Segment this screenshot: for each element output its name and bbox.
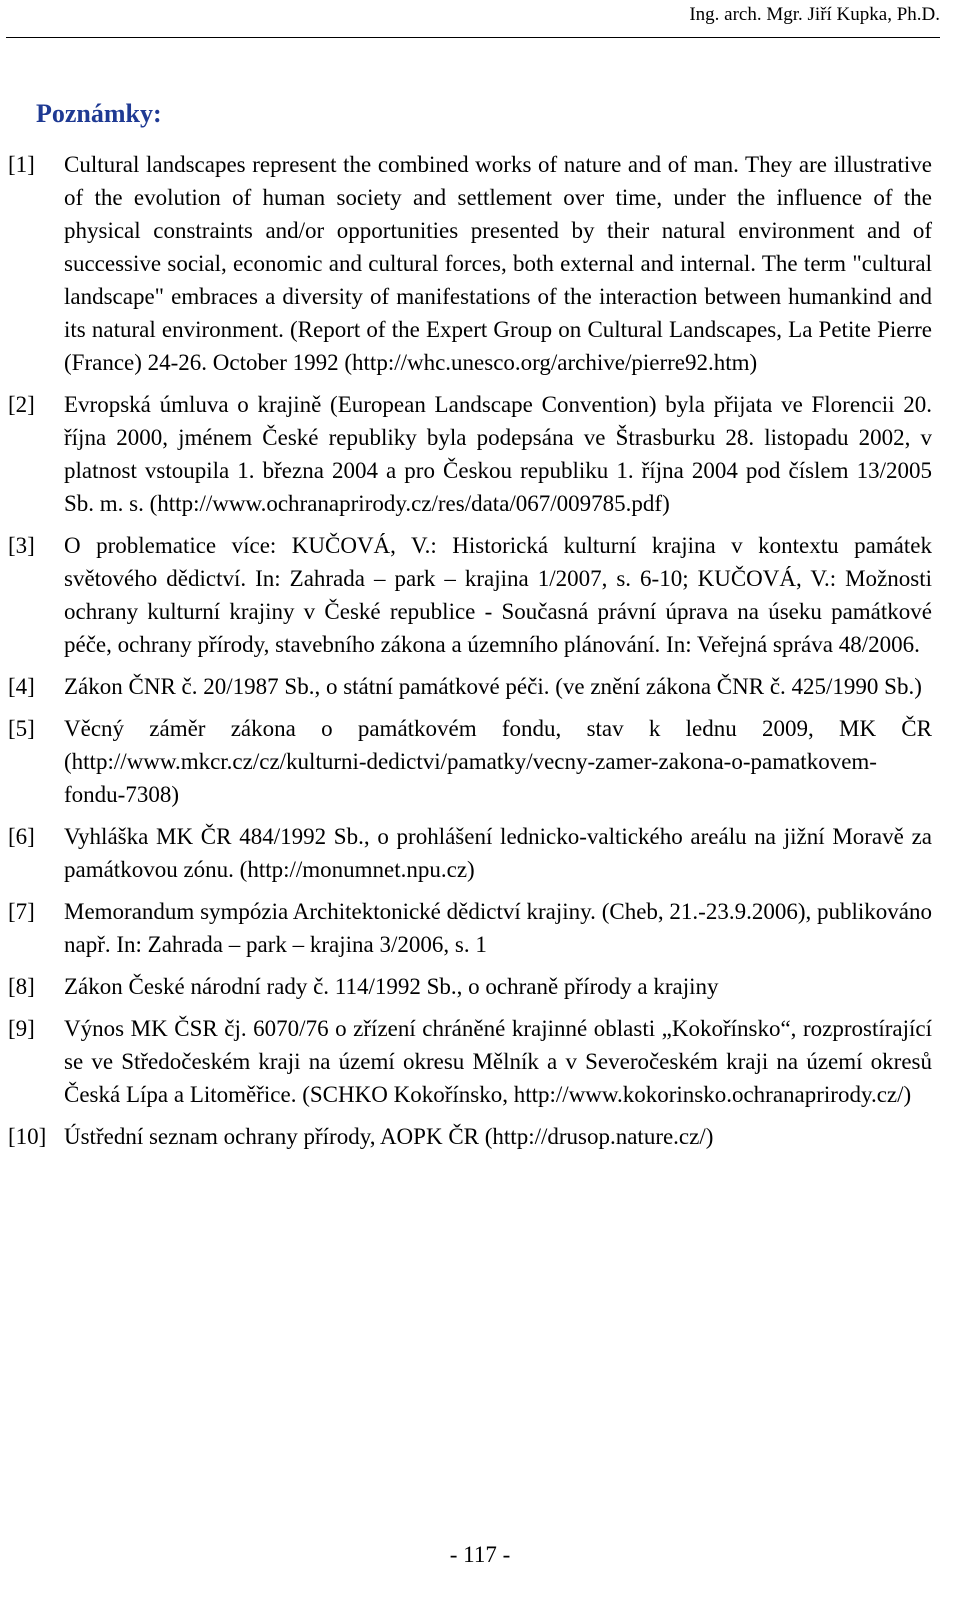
note-text: Zákon ČNR č. 20/1987 Sb., o státní památkové péči. (ve znění zákona ČNR č. 425/1990 Sb.) (64, 674, 922, 699)
note-text: Zákon České národní rady č. 114/1992 Sb., o ochraně přírody a krajiny (64, 974, 719, 999)
note-number: [8] (8, 974, 35, 999)
note-number: [6] (8, 824, 35, 849)
note-number: [1] (8, 152, 35, 177)
note-text: Ústřední seznam ochrany přírody, AOPK ČR (http://drusop.nature.cz/) (64, 1124, 714, 1149)
note-number: [4] (8, 674, 35, 699)
note-item (8, 148, 932, 379)
note-number: [5] (8, 716, 35, 741)
note-item (8, 1120, 932, 1153)
note-text: Vyhláška MK ČR 484/1992 Sb., o prohlášení lednicko-valtického areálu na jižní Moravě za památkovou zónu. (http://monumnet.npu.cz) (64, 824, 932, 882)
note-number: [2] (8, 392, 35, 417)
note-item (8, 388, 932, 520)
section-title: Poznámky: (36, 99, 162, 128)
header-divider (6, 37, 940, 38)
note-item (8, 820, 932, 886)
notes-list (8, 148, 932, 1162)
note-item (8, 1012, 932, 1111)
note-item (8, 970, 932, 1003)
note-number: [9] (8, 1016, 35, 1041)
page-number: - 117 - (449, 1542, 511, 1567)
note-text: Memorandum sympózia Architektonické dědictví krajiny. (Cheb, 21.-23.9.2006), publikováno např. In: Zahrada – park – krajina 3/2006, s. 1 (64, 899, 932, 957)
note-item (8, 670, 932, 703)
running-header: Ing. arch. Mgr. Jiří Kupka, Ph.D. (689, 4, 940, 25)
note-number: [3] (8, 533, 35, 558)
note-number: [7] (8, 899, 35, 924)
note-text: Cultural landscapes represent the combined works of nature and of man. They are illustrative of the evolution of human society and settlement over time, under the influence of the physical constraints and/or opportunities presented by their natural environment and of successive social, economic and cultural forces, both external and internal. The term "cultural landscape" embraces a diversity of manifestations of the interaction between humankind and its natural environment. (Report of the Expert Group on Cultural Landscapes, La Petite Pierre (France) 24-26. October 1992 (http://whc.unesco.org/archive/pierre92.htm) (64, 152, 932, 375)
note-text: Výnos MK ČSR čj. 6070/76 o zřízení chráněné krajinné oblasti „Kokořínsko“, rozprostírající se ve Středočeském kraji na území okresu Mělník a v Severočeském kraji na území okresů Česká Lípa a Litoměřice. (SCHKO Kokořínsko, http://www.kokorinsko.ochranaprirody.cz/) (64, 1016, 932, 1107)
note-number: [10] (8, 1124, 47, 1149)
note-item (8, 529, 932, 661)
note-text: Evropská úmluva o krajině (European Landscape Convention) byla přijata ve Florencii 20. října 2000, jménem České republiky byla podepsána ve Štrasburku 28. listopadu 2002, v platnost vstoupila 1. března 2004 a pro Českou republiku 1. října 2004 pod číslem 13/2005 Sb. m. s. (http://www.ochranaprirody.cz/res/data/067/009785.pdf) (64, 392, 932, 516)
note-item (8, 895, 932, 961)
note-item (8, 712, 932, 811)
note-text: Věcný záměr zákona o památkovém fondu, stav k lednu 2009, MK ČR (http://www.mkcr.cz/cz/kulturni-dedictvi/pamatky/vecny-zamer-zakona-o-pamatkovem-fondu-7308) (64, 716, 932, 807)
note-text: O problematice více: KUČOVÁ, V.: Historická kulturní krajina v kontextu památek světového dědictví. In: Zahrada – park – krajina 1/2007, s. 6-10; KUČOVÁ, V.: Možnosti ochrany kulturní krajiny v České republice - Současná právní úprava na úseku památkové péče, ochrany přírody, stavebního zákona a územního plánování. In: Veřejná správa 48/2006. (64, 533, 932, 657)
